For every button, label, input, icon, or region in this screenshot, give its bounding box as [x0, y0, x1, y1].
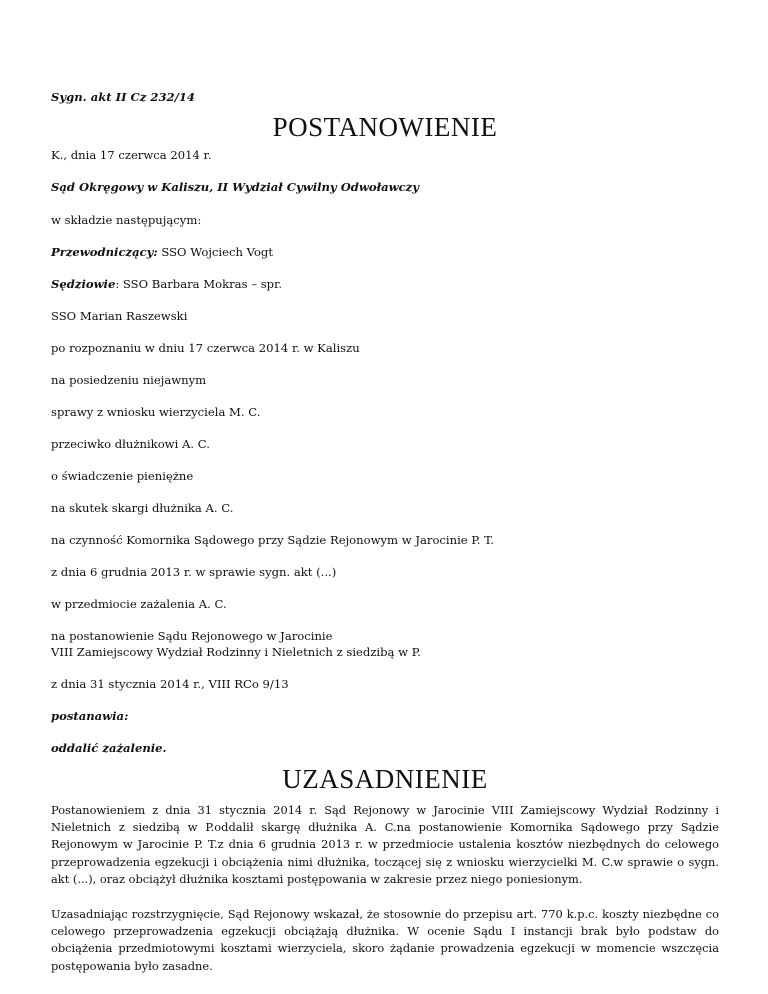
body-line: z dnia 6 grudnia 2013 r. w sprawie sygn. akt (...) — [51, 565, 337, 579]
decides-label: postanawia: — [51, 709, 129, 723]
appeal-line-2: VIII Zamiejscowy Wydział Rodzinny i Nieletnich z siedzibą w P. — [51, 645, 421, 659]
body-line: na skutek skargi dłużnika A. C. — [51, 501, 234, 515]
chair-label: Przewodniczący: — [51, 245, 158, 259]
court-name: Sąd Okręgowy w Kaliszu, II Wydział Cywilny Odwoławczy — [51, 180, 419, 194]
chair-name: SSO Wojciech Vogt — [157, 245, 274, 259]
chair-line — [51, 245, 273, 259]
composition-intro: w składzie następującym: — [51, 213, 202, 227]
justification-paragraph-1: Postanowieniem z dnia 31 stycznia 2014 r. Sąd Rejonowy w Jarocinie VIII Zamiejscowy Wydział Rodzinny i Nieletnich z siedzibą w P.oddalił skargę dłużnika A. C.na postanowienie Komornika Sądowego przy Sądzie Rejonowym w Jarocinie P. T.z dnia 6 grudnia 2013 r. w przedmiocie ustalenia kosztów niezbędnych do celowego przeprowadzenia egzekucji i obciążenia nimi dłużnika, toczącej się z wniosku wierzycielki M. C.w sprawie o sygn. akt (...), oraz obciążył dłużnika kosztami postępowania w zakresie przez niego poniesionym. — [51, 803, 719, 886]
judges-label: Sędziowie — [51, 277, 116, 291]
justification-paragraph-2: Uzasadniając rozstrzygnięcie, Sąd Rejonowy wskazał, że stosownie do przepisu art. 770 k.p.c. koszty niezbędne co celowego przeprowadzenia egzekucji obciążają dłużnika. W ocenie Sądu I instancji brak było podstaw do obciążenia przedmiotowymi kosztami wierzyciela, skoro żądanie prowadzenia egzekucji w momencie wszczęcia postępowania było zasadne. — [51, 907, 719, 973]
judges-line — [51, 277, 282, 291]
document-title: POSTANOWIENIE — [272, 112, 498, 142]
body-line: w przedmiocie zażalenia A. C. — [51, 597, 227, 611]
judge-2: SSO Marian Raszewski — [51, 309, 188, 323]
reference-line: z dnia 31 stycznia 2014 r., VIII RCo 9/13 — [51, 677, 289, 691]
body-line: na czynność Komornika Sądowego przy Sądzie Rejonowym w Jarocinie P. T. — [51, 533, 494, 547]
body-line: po rozpoznaniu w dniu 17 czerwca 2014 r. w Kaliszu — [51, 341, 360, 355]
body-line: na posiedzeniu niejawnym — [51, 373, 207, 387]
ruling-text: oddalić zażalenie. — [51, 741, 167, 755]
justification-title: UZASADNIENIE — [282, 764, 488, 794]
body-line: o świadczenie pieniężne — [51, 469, 194, 483]
date-line: K., dnia 17 czerwca 2014 r. — [51, 148, 212, 162]
appeal-line-1: na postanowienie Sądu Rejonowego w Jarocinie — [51, 629, 333, 643]
case-signature: Sygn. akt II Cz 232/14 — [51, 90, 195, 104]
body-line: przeciwko dłużnikowi A. C. — [51, 437, 210, 451]
judges-name: : SSO Barbara Mokras – spr. — [115, 277, 283, 291]
body-line: sprawy z wniosku wierzyciela M. C. — [51, 405, 261, 419]
